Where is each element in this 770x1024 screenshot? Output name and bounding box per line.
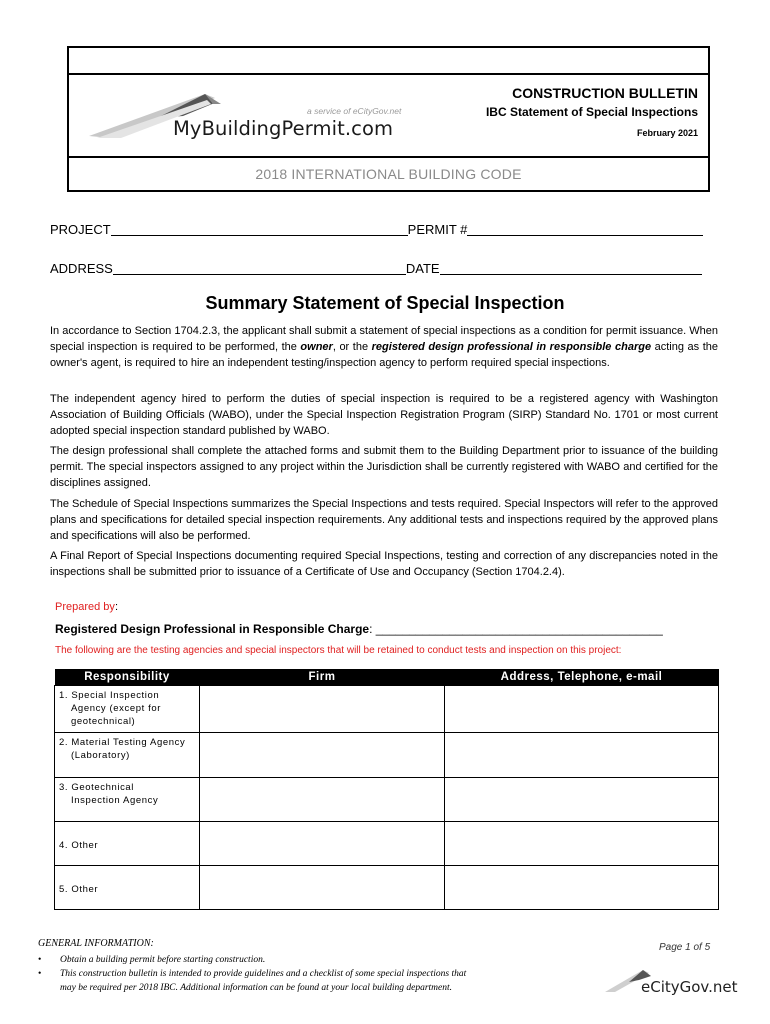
- p1-text-a: In accordance to Section 1704.2.3, the applicant shall submit a statement of special inspections as a condition for permit issuance. When special inspection is required to be performed, the: [50, 325, 718, 353]
- p1-owner: owner: [300, 341, 333, 353]
- row5-line1: 5. Other: [59, 883, 99, 895]
- list-item: [38, 967, 466, 981]
- responsibility-cell: [55, 822, 200, 866]
- rdp-line: [55, 622, 663, 636]
- bullet2-text: This construction bulletin is intended to provide guidelines and a checklist of some special inspections that: [60, 969, 467, 979]
- header-top-band: [69, 48, 708, 75]
- bulletin-header: [67, 46, 710, 192]
- address-cell[interactable]: [445, 733, 719, 778]
- agency-paragraph: The independent agency hired to perform the duties of special inspection is required to be a registered agency with Washington Association of Building Officials (WABO), under the Special Inspection Registration Program (SIRP) Standard No. 1701 or most current adopted special inspection standard published by WABO.: [50, 393, 718, 437]
- address-cell[interactable]: [445, 822, 719, 866]
- address-date-row: [50, 261, 702, 276]
- project-field[interactable]: [111, 222, 408, 236]
- table-row: [55, 733, 719, 778]
- date-label: DATE: [405, 261, 440, 276]
- project-permit-row: [50, 222, 703, 237]
- general-info-list: [38, 953, 466, 995]
- row1-line2: Agency (except for: [71, 703, 162, 714]
- address-cell[interactable]: [445, 686, 719, 733]
- p1-text-b: , or the: [332, 341, 372, 353]
- mybuildingpermit-logo: [87, 88, 417, 148]
- address-cell[interactable]: [445, 778, 719, 822]
- header-address: Address, Telephone, e-mail: [445, 669, 719, 686]
- firm-cell[interactable]: [200, 733, 445, 778]
- responsibility-cell: [55, 778, 200, 822]
- row1-line1: 1. Special Inspection: [59, 690, 160, 701]
- row2-line2: (Laboratory): [71, 750, 130, 761]
- list-item: [38, 981, 466, 995]
- bulletin-date: February 2021: [636, 128, 698, 138]
- address-label: ADDRESS: [50, 261, 113, 276]
- table-row: [55, 686, 719, 733]
- table-row: [55, 822, 719, 866]
- general-info-heading: GENERAL INFORMATION:: [38, 938, 154, 949]
- prepared-by-label: Prepared by: [55, 601, 115, 613]
- table-row: [55, 866, 719, 910]
- project-label: PROJECT: [50, 222, 111, 237]
- address-cell[interactable]: [445, 866, 719, 910]
- table-header-row: [55, 669, 719, 686]
- firm-cell[interactable]: [200, 778, 445, 822]
- list-item: [38, 953, 466, 967]
- schedule-paragraph: The Schedule of Special Inspections summarizes the Special Inspections and tests required. Special Inspectors will refer to the approved plans and specifications for detailed special inspection requirements. Any additional tests and inspections required by the approved plans and specifications will also be performed.: [50, 498, 718, 542]
- row3-line2: Inspection Agency: [71, 795, 159, 806]
- ecity-logo-text: eCityGov.net: [641, 978, 738, 996]
- permit-field[interactable]: [467, 222, 703, 236]
- responsibility-cell: [55, 866, 200, 910]
- code-banner: [69, 156, 708, 190]
- inspection-agencies-table: [54, 669, 719, 910]
- row4-line1: 4. Other: [59, 839, 99, 851]
- logo-name-text: MyBuildingPermit.com: [173, 117, 394, 140]
- code-banner-text: 2018 INTERNATIONAL BUILDING CODE: [255, 166, 522, 182]
- prepared-by: [55, 601, 118, 613]
- header-firm: Firm: [200, 669, 445, 686]
- logo-service-text: a service of eCityGov.net: [307, 106, 402, 116]
- row3-line1: 3. Geotechnical: [59, 782, 135, 793]
- page-number: Page 1 of 5: [659, 942, 711, 953]
- table-row: [55, 778, 719, 822]
- final-report-paragraph: A Final Report of Special Inspections documenting required Special Inspections, testing and correction of any discrepancies noted in the inspections shall be submitted prior to issuance of a Certificate of Use and Occupancy (Section 1704.2.4).: [50, 550, 718, 578]
- rdp-label: Registered Design Professional in Responsible Charge: [55, 622, 370, 636]
- address-field[interactable]: [113, 261, 406, 275]
- ecitygov-logo: [603, 962, 738, 1002]
- permit-label: PERMIT #: [407, 222, 468, 237]
- p1-rdp: registered design professional in responsible charge: [371, 341, 652, 353]
- date-field[interactable]: [440, 261, 702, 275]
- bullet-spacer: [38, 981, 60, 995]
- firm-cell[interactable]: [200, 822, 445, 866]
- prepared-by-colon: :: [114, 601, 118, 613]
- row2-line1: 2. Material Testing Agency: [59, 737, 186, 748]
- bullet-icon: •: [38, 955, 42, 965]
- bullet2-cont-text: may be required per 2018 IBC. Additional information can be found at your local building department.: [60, 983, 453, 993]
- header-responsibility: Responsibility: [55, 669, 200, 686]
- following-note: The following are the testing agencies and special inspectors that will be retained to conduct tests and inspection on this project:: [55, 645, 622, 656]
- design-professional-paragraph: The design professional shall complete the attached forms and submit them to the Building Department prior to issuance of the building permit. The special inspectors assigned to any project within the Jurisdiction shall be currently registered with WABO and certified for the disciplines assigned.: [50, 445, 718, 489]
- bulletin-subtitle: IBC Statement of Special Inspections: [485, 105, 698, 119]
- row1-line3: geotechnical): [71, 716, 136, 727]
- responsibility-cell: [55, 733, 200, 778]
- bullet1-text: Obtain a building permit before starting construction.: [60, 955, 266, 965]
- intro-paragraph: [50, 323, 718, 371]
- bullet-icon: •: [38, 969, 42, 979]
- firm-cell[interactable]: [200, 686, 445, 733]
- page-title: Summary Statement of Special Inspection: [205, 293, 565, 313]
- responsibility-cell: [55, 686, 200, 733]
- p1-text-c: acting as the owner's agent, is required to hire an independent testing/inspection agency to perform required special inspections.: [50, 341, 718, 369]
- rdp-field[interactable]: : ___________________________________________: [369, 622, 663, 636]
- firm-cell[interactable]: [200, 866, 445, 910]
- bulletin-title: CONSTRUCTION BULLETIN: [512, 85, 698, 101]
